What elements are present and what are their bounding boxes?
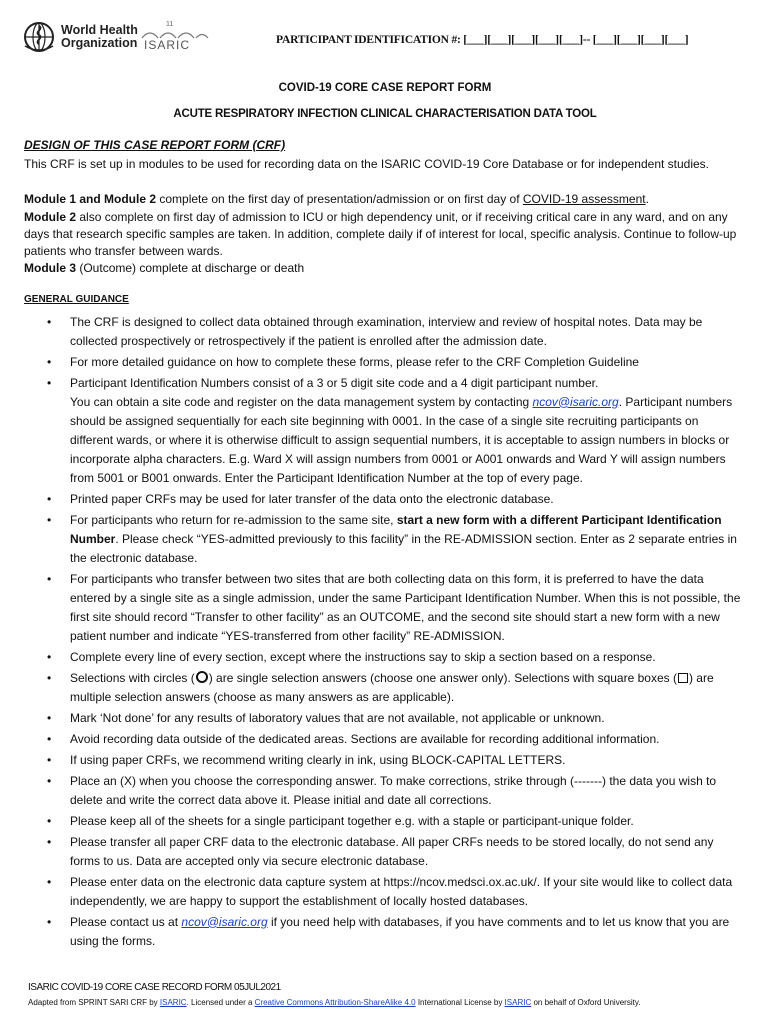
list-item: • Place an (X) when you choose the corresponding answer. To make corrections, strike through (-------) the data you wish to delete and write the correct data above it. Please initial and date all corrections. <box>70 772 744 810</box>
who-name-line2: Organization <box>61 36 138 50</box>
guidance-list <box>24 313 744 951</box>
license-link[interactable]: Creative Commons Attribution-ShareAlike 4.0 <box>254 998 416 1007</box>
form-subtitle: ACUTE RESPIRATORY INFECTION CLINICAL CHARACTERISATION DATA TOOL <box>173 108 597 120</box>
b8-text-a: Selections with circles ( <box>70 670 195 685</box>
module-1-2-end: . <box>645 192 649 207</box>
module-3-text: (Outcome) complete at discharge or death <box>76 261 305 276</box>
module-3-label: Module 3 <box>24 261 77 276</box>
list-item <box>70 374 744 488</box>
participant-identification: PARTICIPANT IDENTIFICATION #: [___][___][___][___][___]-- [___][___][___][___] <box>276 34 689 46</box>
circle-icon <box>196 671 208 683</box>
list-item: • For participants who transfer between two sites that are both collecting data on this form, it is preferred to have the data entered by a single site as a single admission, under the same Participant Identification Number. When this is not possible, the first site should record “Transfer to other facility” as an OUTCOME, and the second site should start a new form with a new patient number and indicate “YES-transferred from other facility” RE-ADMISSION. <box>70 570 744 646</box>
footer-text-a: Adapted from SPRINT SARI CRF by <box>28 998 160 1007</box>
list-item: • Avoid recording data outside of the dedicated areas. Sections are available for recording additional information. <box>70 730 744 749</box>
module-3-line <box>24 260 744 277</box>
module-1-2-line <box>24 191 744 208</box>
footer-text-c: International License by <box>415 998 505 1007</box>
footer-text-b: . Licensed under a <box>186 998 255 1007</box>
list-item: • Please enter data on the electronic data capture system at https://ncov.medsci.ox.ac.uk/. If your site would like to collect data independently, we are happy to support the establishment of locally hosted databases. <box>70 873 744 911</box>
list-item: • Complete every line of every section, except where the instructions say to skip a section based on a response. <box>70 648 744 667</box>
module-1-2-text: complete on the first day of presentation/admission or on first day of <box>156 192 523 207</box>
isaric-label: ISARIC <box>144 38 191 52</box>
list-item: • For more detailed guidance on how to complete these forms, please refer to the CRF Completion Guideline <box>70 353 744 372</box>
module-2-text: also complete on first day of admission to ICU or high dependency unit, or if receiving critical care in any ward, and on any days that research specific samples are taken. In addition, complete daily if of interest for local, specific analysis. Continue to follow-up patients who transfer between wards. <box>24 209 737 259</box>
covid-assessment-text: COVID-19 assessment <box>522 192 646 207</box>
design-intro: This CRF is set up in modules to be used for recording data on the ISARIC COVID-19 Core Database or for independent studies. <box>24 157 710 172</box>
list-item: • Please keep all of the sheets for a single participant together e.g. with a staple or participant-unique folder. <box>70 812 744 831</box>
who-name-line1: World Health <box>61 23 138 37</box>
footer-text-d: on behalf of Oxford University. <box>531 998 641 1007</box>
list-item <box>70 511 744 568</box>
module-1-2-label: Module 1 and Module 2 <box>24 192 157 207</box>
b5-bold: start a new form with a different Participant Identification Number <box>70 512 722 546</box>
isaric-logo <box>140 18 210 58</box>
isaric-link[interactable]: ISARIC <box>504 998 532 1007</box>
b8-text-b: ) are single selection answers (choose one answer only). Selections with square boxes ( <box>208 670 677 685</box>
form-title: COVID-19 CORE CASE REPORT FORM <box>278 82 492 94</box>
module-2-line <box>24 209 744 261</box>
list-item <box>70 913 744 951</box>
footer-license <box>28 998 640 1007</box>
b3-text-a: You can obtain a site code and register on the data management system by contacting <box>70 394 533 409</box>
b8-text-c: ) are multiple selection answers (choose as many answers as are applicable). <box>70 670 714 704</box>
page-header <box>22 18 748 58</box>
email-link[interactable]: ncov@isaric.org <box>532 394 619 409</box>
who-logo <box>22 20 138 54</box>
email-link[interactable]: ncov@isaric.org <box>181 914 268 929</box>
general-guidance-heading: GENERAL GUIDANCE <box>24 294 129 306</box>
b5-text-b: . Please check “YES-admitted previously to this facility” in the RE-ADMISSION section. Enter as 2 separate entries in the electronic database. <box>70 531 737 565</box>
modules-section <box>24 191 744 277</box>
isaric-link[interactable]: ISARIC <box>159 998 187 1007</box>
b16-text-a: Please contact us at <box>70 914 182 929</box>
square-box-icon <box>678 673 688 683</box>
design-heading: DESIGN OF THIS CASE REPORT FORM (CRF) <box>24 138 286 152</box>
who-emblem-icon <box>22 20 56 54</box>
list-item: • Please transfer all paper CRF data to the electronic database. All paper CRFs needs to be stored locally, do not send any forms to us. Data are accepted only via secure electronic database. <box>70 833 744 871</box>
list-item: • Printed paper CRFs may be used for later transfer of the data onto the electronic database. <box>70 490 744 509</box>
b3-text-b: . Participant numbers should be assigned sequentially for each site beginning with 0001. In the case of a single site recruiting participants on different wards, or where it is otherwise difficult to assign sequential numbers, it is acceptable to assign numbers in blocks or incorporate alpha characters. E.g. Ward X will assign numbers from 0001 or A001 onwards and Ward Y will assign numbers from 5001 or B001 onwards. Enter the Participant Identification Number at the top of every page. <box>70 394 733 485</box>
footer-record-label: ISARIC COVID-19 CORE CASE RECORD FORM 05JUL2021 <box>28 982 281 993</box>
list-item <box>70 669 744 707</box>
b3-line1: Participant Identification Numbers consist of a 3 or 5 digit site code and a 4 digit participant number. <box>70 375 599 390</box>
module-2-label: Module 2 <box>24 209 77 224</box>
content <box>24 137 744 953</box>
list-item: • If using paper CRFs, we recommend writing clearly in ink, using BLOCK-CAPITAL LETTERS. <box>70 751 744 770</box>
isaric-top-number: 11 <box>166 21 174 28</box>
b5-text-a: For participants who return for re-admission to the same site, <box>70 512 397 527</box>
b16-text-b: if you need help with databases, if you have comments and to let us know that you are using the forms. <box>70 914 730 948</box>
list-item: • Mark ‘Not done’ for any results of laboratory values that are not available, not applicable or unknown. <box>70 709 744 728</box>
list-item: • The CRF is designed to collect data obtained through examination, interview and review of hospital notes. Data may be collected prospectively or retrospectively if the patient is enrolled after the admission date. <box>70 313 744 351</box>
isaric-arcs-icon <box>140 18 210 40</box>
